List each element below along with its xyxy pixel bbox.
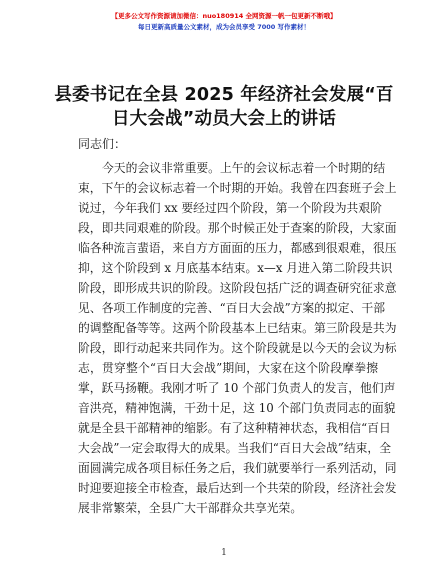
body-line: 见、各项工作制度的完善、“百日大会战”方案的拟定、干部 (78, 301, 385, 315)
body-line: 临各种流言蜚语，来自方方面面的压力，都感到很艰难，很压 (78, 241, 397, 255)
body-line: 面圆满完成各项目标任务之后，我们就要举行一系列活动，同 (78, 461, 397, 475)
salutation: 同志们： (78, 137, 127, 151)
body-line: 抑，这个阶段到 x 月底基本结束。x—x 月进入第二阶段共识 (78, 261, 393, 275)
body-line: 展非常繁荣，全县广大干部群众共享光荣。 (78, 501, 303, 515)
body-line: 音洪亮，精神饱满，干劲十足，这 10 个部门负责同志的面貌 (78, 401, 396, 415)
promo-banner-blue: 每日更新高质量公文素材，成为会员享受 7000 写作素材！ (137, 23, 311, 31)
body-line: 就是全县干部精神的缩影。有了这种精神状态，我相信“百日 (78, 421, 391, 435)
body-line: 大会战”一定会取得大的成果。当我们“百日大会战”结束，全 (78, 441, 392, 455)
speech-body (78, 158, 397, 518)
body-line: 志，贯穿整个“百日大会战”期间，大家在这个阶段摩拳擦 (78, 361, 378, 375)
body-line: 时迎要迎接全市检查，最后达到一个共荣的阶段，经济社会发 (78, 481, 397, 495)
body-line: 掌，跃马扬鞭。我刚才听了 10 个部门负责人的发言，他们声 (78, 381, 396, 395)
body-line: 的调整配备等等。这两个阶段基本上已结束。第三阶段是共为 (78, 321, 397, 335)
body-line: 段，即共同艰难的阶段。那个时候正处于查案的阶段，大家面 (78, 221, 397, 235)
body-line: 阶段，即行动起来共同作为。这个阶段就是以今天的会议为标 (78, 341, 397, 355)
promo-banner-red: 【更多公文写作资源请加微信：nuo180914 全网资源一帆一包更新不断哦】 (111, 12, 337, 20)
body-line: 束，下午的会议标志着一个时期的开始。我曾在四套班子会上 (78, 181, 397, 195)
page-number: 1 (221, 548, 227, 558)
document-title: 县委书记在全县 2025 年经济社会发展“百日大会战”动员大会上的讲话 (54, 85, 394, 129)
body-line: 阶段，即形成共识的阶段。这阶段包括广泛的调查研究征求意 (78, 281, 397, 295)
body-line: 今天的会议非常重要。上午的会议标志着一个时期的结 (102, 161, 386, 175)
body-line: 说过，今年我们 xx 要经过四个阶段，第一个阶段为共艰阶 (78, 201, 382, 215)
